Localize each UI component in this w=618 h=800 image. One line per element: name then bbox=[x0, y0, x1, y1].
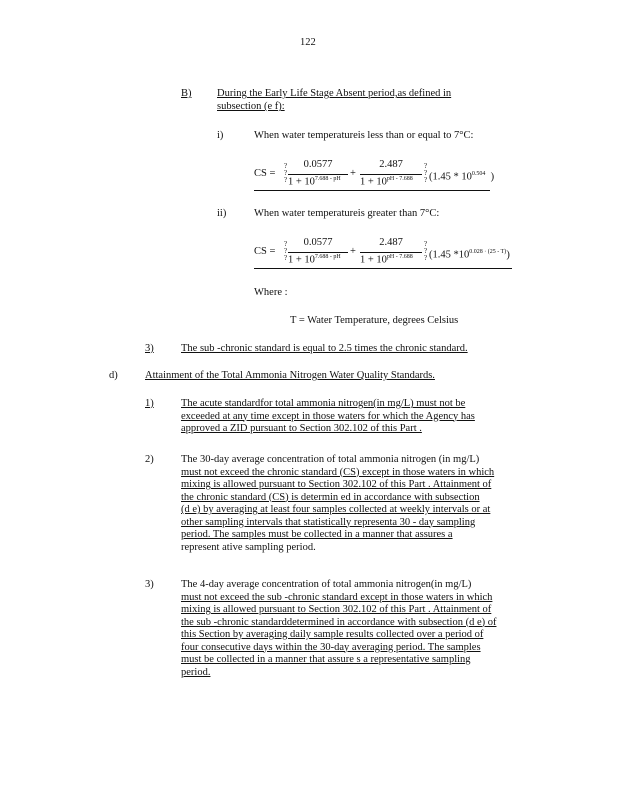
sub-ii-condition: When water temperatureis greater than 7°C: bbox=[254, 208, 440, 219]
d1-line: The acute standardfor total ammonia nitrogen(in mg/L) must not be bbox=[181, 398, 466, 409]
sub-ii-label: ii) bbox=[217, 208, 227, 219]
eq-ii-cs: CS = bbox=[254, 246, 276, 257]
eq-ii-underline bbox=[254, 268, 512, 269]
eq-ii-fracline1 bbox=[288, 252, 348, 253]
d3-line: this Section by averaging daily sample results collected over a period of bbox=[181, 629, 484, 640]
eq-i-den1: $1 + 10^{7.688 - pH}$ bbox=[288, 176, 341, 188]
d3-paragraph bbox=[181, 579, 496, 679]
d2-line: the chronic standard (CS) is determin ed in accordance with subsection bbox=[181, 491, 480, 503]
d3-line: mixing is allowed pursuant to Section 302.102 of this Part . Attainment of bbox=[181, 604, 492, 615]
eq-ii-fracline2 bbox=[360, 252, 422, 253]
eq-ii-num1: 0.0577 bbox=[303, 237, 333, 248]
eq-i-plus: + bbox=[350, 168, 356, 179]
d2-line: (d e) by averaging at least four samples collected at weekly intervals or at bbox=[181, 504, 491, 515]
section-b-line2: subsection (e f): bbox=[217, 101, 285, 112]
d3-line: The 4-day average concentration of total ammonia nitrogen(in mg/L) bbox=[181, 579, 472, 590]
eq-i-bracket-left: ? ? ? bbox=[284, 162, 288, 184]
d2-line: other sampling intervals that statistically representa 30 - day sampling bbox=[181, 516, 476, 528]
d3-line: must be collected in a manner that assure s a representative sampling bbox=[181, 654, 471, 665]
eq-ii-den2: $1 + 10^{pH - 7.688}$ bbox=[360, 254, 413, 266]
d2-line: mixing is allowed pursuant to Section 302.102 of this Part . Attainment of bbox=[181, 479, 492, 490]
d1-label: 1) bbox=[145, 398, 154, 409]
d3-line: period. bbox=[181, 666, 211, 678]
d3-line: the sub -chronic standarddetermined in accordance with subsection (d e) of bbox=[181, 616, 497, 628]
d3-line: four consecutive days within the 30-day averaging period. The samples bbox=[181, 641, 481, 653]
section-b-line1: During the Early Life Stage Absent period,as defined in bbox=[217, 88, 452, 99]
eq-i-fracline2 bbox=[360, 174, 422, 175]
d2-line: represent ative sampling period. bbox=[181, 541, 316, 553]
eq-i-num1: 0.0577 bbox=[303, 159, 333, 170]
eq-i-den2: $1 + 10^{pH - 7.688}$ bbox=[360, 176, 413, 188]
where-label: Where : bbox=[254, 287, 288, 298]
eq-ii-den1: $1 + 10^{7.688 - pH}$ bbox=[288, 254, 341, 266]
eq-ii-num2: 2.487 bbox=[379, 237, 403, 248]
eq-ii-bracket-right: ? ? ? bbox=[424, 240, 428, 262]
eq-i-fracline1 bbox=[288, 174, 348, 175]
d3-line: must not exceed the sub -chronic standard except in those waters in which bbox=[181, 591, 493, 603]
section-b-label-text: B) bbox=[181, 88, 192, 99]
d3-label: 3) bbox=[145, 579, 154, 590]
eq-i-bracket-right: ? ? ? bbox=[424, 162, 428, 184]
d2-label: 2) bbox=[145, 454, 154, 465]
section-d-label: d) bbox=[109, 370, 118, 381]
d2-line: The 30-day average concentration of total ammonia nitrogen (in mg/L) bbox=[181, 454, 480, 465]
d1-line: approved a ZID pursuant to Section 302.102 of this Part . bbox=[181, 423, 422, 434]
item3-label: 3) bbox=[145, 343, 154, 354]
eq-i-tail: ($1.45 * 10^{0.504}$ ) bbox=[429, 171, 495, 183]
eq-ii-bracket-left: ? ? ? bbox=[284, 240, 288, 262]
t-definition: T = Water Temperature, degrees Celsius bbox=[290, 315, 459, 326]
d1-line: exceeded at any time except in those waters for which the Agency has bbox=[181, 410, 475, 422]
eq-i-num2: 2.487 bbox=[379, 159, 403, 170]
page-number: 122 bbox=[300, 37, 316, 48]
sub-i-condition: When water temperatureis less than or equal to 7°C: bbox=[254, 130, 474, 141]
d1-paragraph bbox=[181, 398, 475, 436]
sub-i-label: i) bbox=[217, 130, 224, 141]
eq-ii-plus: + bbox=[350, 246, 356, 257]
d2-paragraph bbox=[181, 454, 494, 554]
item3-text: The sub -chronic standard is equal to 2.5 times the chronic standard. bbox=[181, 343, 468, 354]
d2-line: must not exceed the chronic standard (CS) except in those waters in which bbox=[181, 466, 495, 478]
d2-line: period. The samples must be collected in a manner that assures a bbox=[181, 529, 453, 540]
section-b-label bbox=[181, 88, 192, 101]
eq-ii-tail: (1.45 $*10^{0.028 \cdot (25 - T)}$) bbox=[429, 249, 510, 261]
section-d-title: Attainment of the Total Ammonia Nitrogen Water Quality Standards. bbox=[145, 370, 435, 381]
eq-i-underline bbox=[254, 190, 490, 191]
eq-i-cs: CS = bbox=[254, 168, 276, 179]
